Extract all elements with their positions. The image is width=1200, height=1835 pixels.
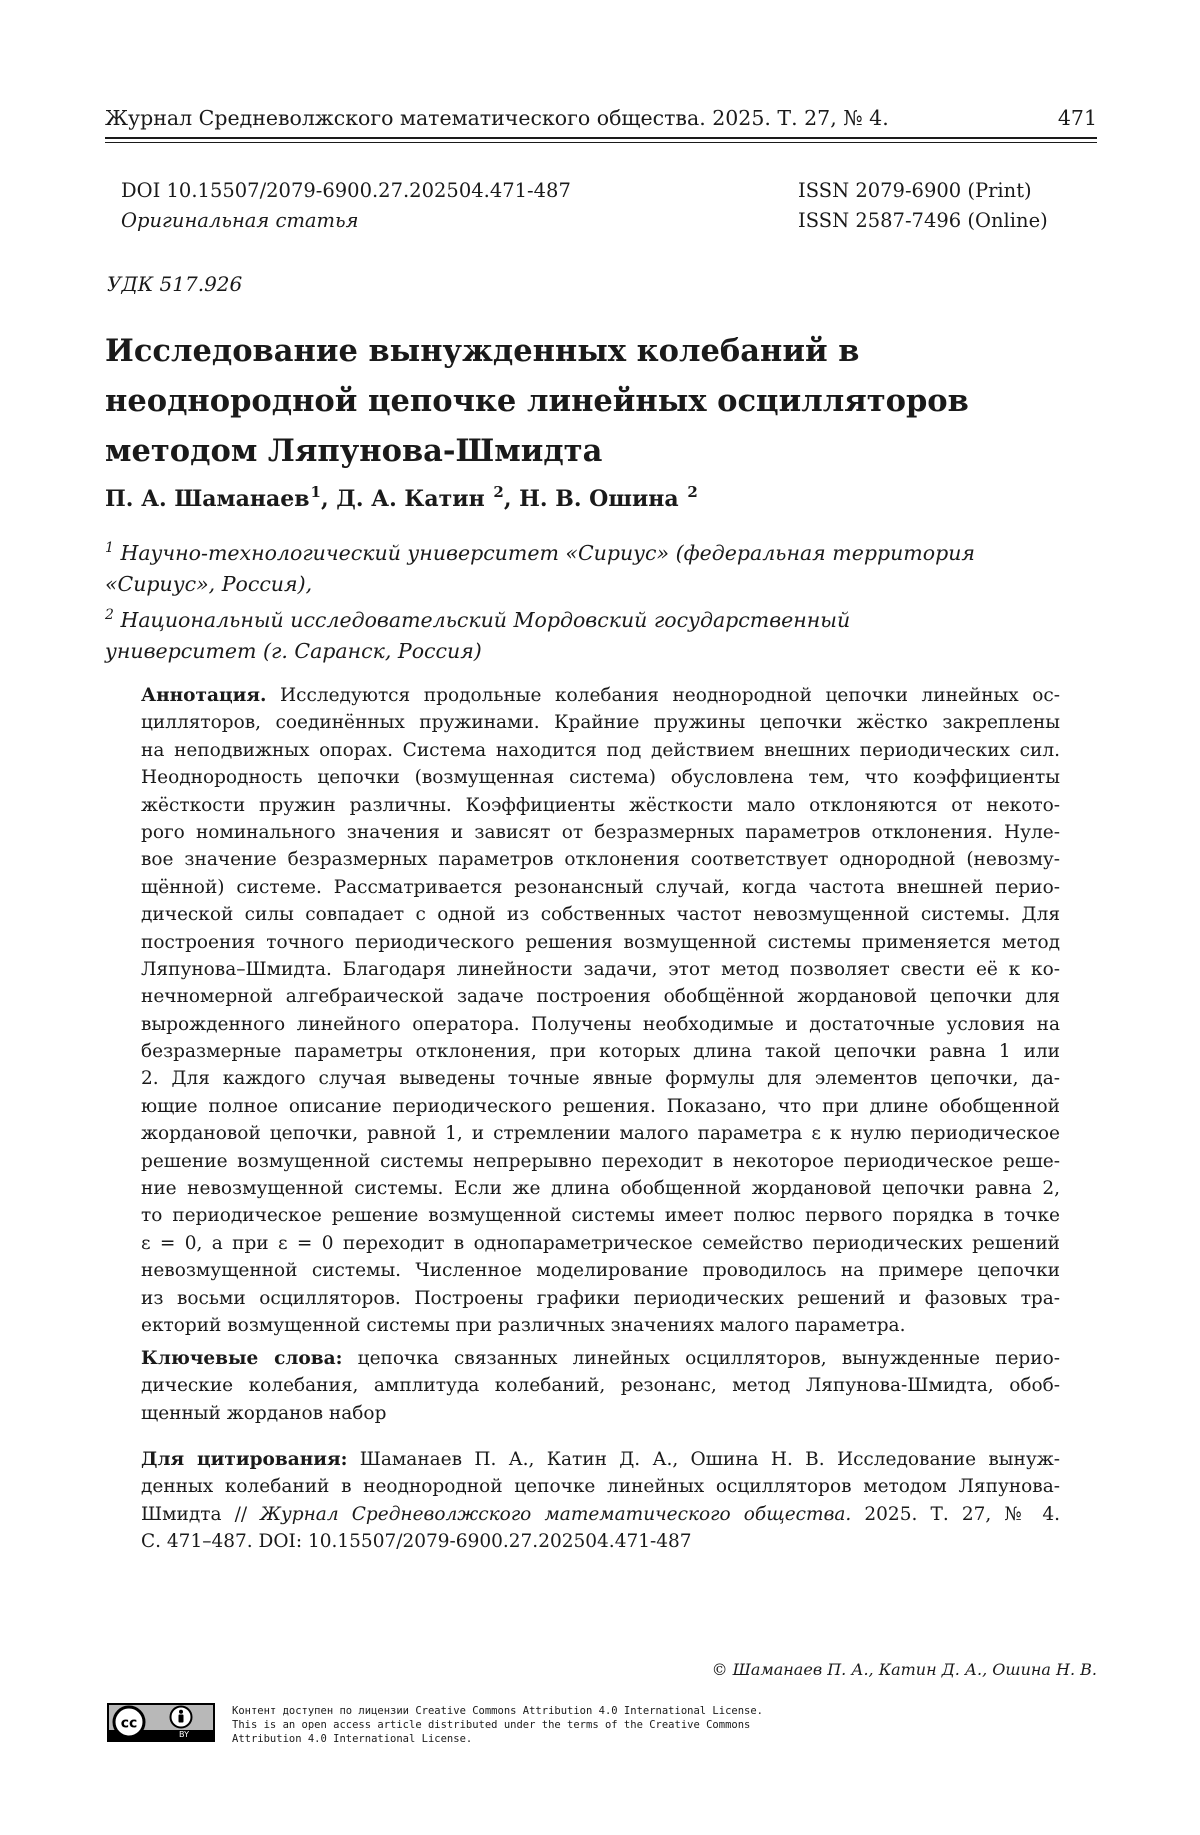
by-label: BY bbox=[179, 1730, 189, 1739]
citation-doi-line: С. 471–487. DOI: 10.15507/2079-6900.27.202504.471-487 bbox=[141, 1531, 692, 1553]
issn-online: ISSN 2587-7496 (Online) bbox=[798, 209, 1048, 232]
svg-text:cc: cc bbox=[120, 1715, 138, 1732]
affiliation-1-cont: «Сириус», Россия), bbox=[105, 572, 313, 596]
abstract-line: рого номинального значения и зависят от безразмерных параметров отклонения. Нуле- bbox=[141, 821, 1060, 843]
citation-label: Для цитирования: bbox=[141, 1449, 348, 1470]
abstract-line: ющие полное описание периодического решения. Показано, что при длине обобщенной bbox=[141, 1095, 1060, 1117]
citation-line: Для цитирования: Шаманаев П. А., Катин Д. А., Ошина Н. В. Исследование вынуж- bbox=[141, 1449, 1060, 1470]
citation bbox=[141, 1446, 1060, 1556]
abstract-line: безразмерные параметры отклонения, при которых длина такой цепочки равна 1 или bbox=[141, 1041, 1060, 1063]
journal-name: Журнал Средневолжского математического общества. 2025. Т. 27, № 4. bbox=[105, 106, 889, 130]
abstract-line: щённой) системе. Рассматривается резонансный случай, когда частота внешней перио- bbox=[141, 876, 1060, 898]
affiliation-2: $^2$ Национальный исследовательский Мордовский государственный bbox=[105, 607, 851, 632]
title-line: Исследование вынужденных колебаний в bbox=[105, 333, 860, 369]
citation-journal: Журнал Средневолжского математического общества. bbox=[260, 1503, 852, 1525]
abstract-line: екторий возмущенной системы при различных значениях малого параметра. bbox=[141, 1314, 906, 1336]
license-text bbox=[232, 1704, 952, 1746]
title-line: методом Ляпунова-Шмидта bbox=[105, 433, 603, 469]
license-line: This is an open access article distributed under the terms of the Creative Commons bbox=[232, 1719, 751, 1731]
license-line: Attribution 4.0 International License. bbox=[232, 1733, 473, 1745]
abstract-line: Неоднородность цепочки (возмущенная система) обусловлена тем, что коэффициенты bbox=[141, 767, 1060, 789]
abstract-line: из восьми осцилляторов. Построены графики периодических решений и фазовых тра- bbox=[141, 1287, 1060, 1309]
abstract-line: жордановой цепочки, равной 1, и стремлении малого параметра ε к нулю периодическое bbox=[141, 1123, 1060, 1145]
author-name: Д. А. Катин bbox=[336, 486, 493, 512]
header-rule bbox=[105, 137, 1097, 139]
abstract-line: ние невозмущенной системы. Если же длина обобщенной жордановой цепочки равна 2, bbox=[141, 1178, 1060, 1200]
affiliation-2-cont: университет (г. Саранск, Россия) bbox=[105, 639, 482, 663]
abstract-line: дической силы совпадает с одной из собственных частот невозмущенной системы. Для bbox=[141, 904, 1060, 926]
abstract-line: цилляторов, соединённых пружинами. Крайние пружины цепочки жёстко закреплены bbox=[141, 712, 1060, 734]
abstract bbox=[141, 682, 1060, 1339]
doi: DOI 10.15507/2079-6900.27.202504.471-487 bbox=[121, 179, 571, 202]
header-rule-thin bbox=[105, 142, 1097, 143]
keywords-line: дические колебания, амплитуда колебаний, резонанс, метод Ляпунова-Шмидта, обоб- bbox=[141, 1375, 1060, 1397]
keywords-line: щенный жорданов набор bbox=[141, 1402, 387, 1424]
abstract-line: Аннотация. Исследуются продольные колебания неоднородной цепочки линейных ос- bbox=[141, 685, 1060, 706]
keywords-line: Ключевые слова: цепочка связанных линейных осцилляторов, вынужденные перио- bbox=[141, 1348, 1060, 1369]
abstract-line: ε = 0, а при ε = 0 переходит в однопараметрическое семейство периодических решений bbox=[141, 1232, 1060, 1254]
issn-print: ISSN 2079-6900 (Print) bbox=[798, 179, 1032, 202]
abstract-line: то периодическое решение возмущенной системы имеет полюс первого порядка в точке bbox=[141, 1205, 1060, 1227]
affiliation-1: $^1$ Научно-технологический университет «Сириус» (федеральная территория bbox=[105, 540, 975, 565]
author-list: П. А. Шаманаев$^1$, Д. А. Катин $^2$, Н. В. Ошина $^2$ bbox=[105, 483, 698, 512]
citation-line: Шмидта // Журнал Средневолжского математического общества. 2025. Т. 27, № 4. bbox=[141, 1503, 1060, 1525]
abstract-line: вырожденного линейного оператора. Получены необходимые и достаточные условия на bbox=[141, 1013, 1060, 1035]
keywords-label: Ключевые слова: bbox=[141, 1348, 343, 1369]
author-name: Н. В. Ошина bbox=[519, 486, 687, 512]
abstract-line: нечномерной алгебраической задаче построения обобщённой жордановой цепочки для bbox=[141, 986, 1060, 1008]
article-title bbox=[105, 326, 1105, 476]
author-name: П. А. Шаманаев bbox=[105, 486, 310, 512]
abstract-line: невозмущенной системы. Численное моделирование проводилось на примере цепочки bbox=[141, 1260, 1060, 1282]
article-type: Оригинальная статья bbox=[121, 209, 359, 232]
udc-code: УДК 517.926 bbox=[107, 272, 243, 296]
citation-line: денных колебаний в неоднородной цепочке линейных осцилляторов методом Ляпунова- bbox=[141, 1476, 1060, 1498]
title-line: неоднородной цепочке линейных осцилляторов bbox=[105, 383, 969, 419]
affiliations bbox=[105, 533, 1105, 667]
keywords bbox=[141, 1345, 1060, 1427]
running-header bbox=[105, 106, 1097, 130]
license-line: Контент доступен по лицензии Creative Commons Attribution 4.0 International License. bbox=[232, 1705, 764, 1717]
article-meta-right bbox=[798, 176, 1048, 236]
abstract-line: на неподвижных опорах. Система находится под действием внешних периодических сил. bbox=[141, 739, 1060, 761]
author-affil-mark: 1 bbox=[310, 483, 321, 501]
author-affil-mark: 2 bbox=[687, 483, 698, 501]
abstract-label: Аннотация. bbox=[141, 685, 267, 706]
abstract-line: решение возмущенной системы непрерывно переходит в некоторое периодическое реше- bbox=[141, 1150, 1060, 1172]
abstract-line: Ляпунова–Шмидта. Благодаря линейности задачи, этот метод позволяет свести её к ко- bbox=[141, 958, 1060, 980]
author-affil-mark: 2 bbox=[493, 483, 504, 501]
abstract-line: построения точного периодического решения возмущенной системы применяется метод bbox=[141, 931, 1060, 953]
abstract-line: вое значение безразмерных параметров отклонения соответствует однородной (невозму- bbox=[141, 849, 1060, 871]
abstract-line: 2. Для каждого случая выведены точные явные формулы для элементов цепочки, да- bbox=[141, 1068, 1060, 1090]
copyright-notice: © Шаманаев П. А., Катин Д. А., Ошина Н. В. bbox=[711, 1660, 1097, 1679]
cc-by-license-icon[interactable] bbox=[107, 1703, 215, 1742]
page-number: 471 bbox=[1057, 106, 1097, 130]
article-meta-left bbox=[121, 176, 571, 236]
abstract-line: жёсткости пружин различны. Коэффициенты жёсткости мало отклоняются от некото- bbox=[141, 794, 1060, 816]
